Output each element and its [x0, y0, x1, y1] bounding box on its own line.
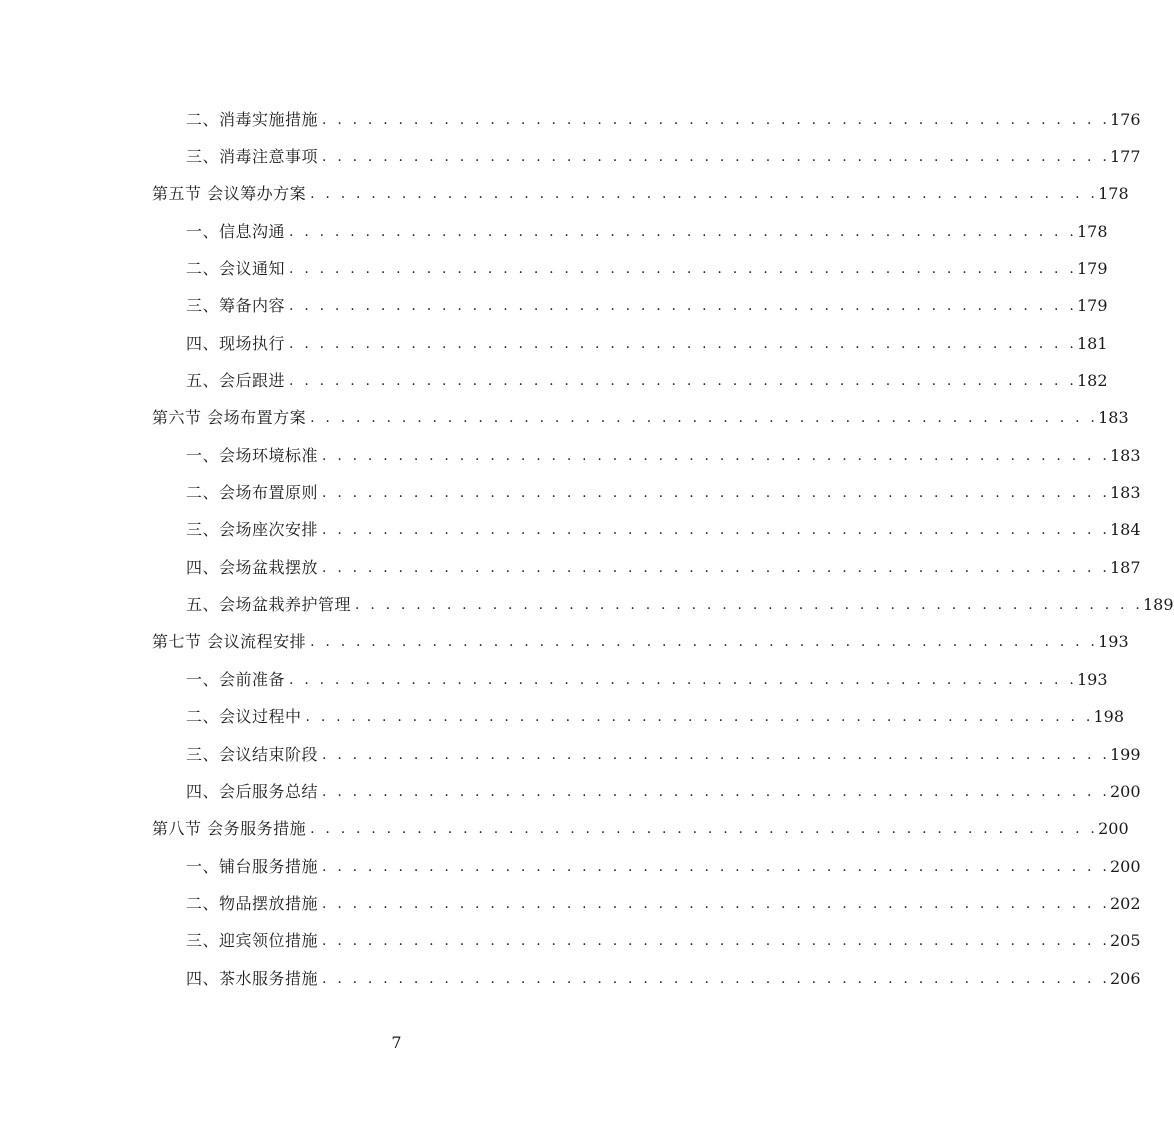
toc-entry-title: 二、会议通知 — [186, 259, 286, 279]
toc-entry-page: 205 — [1110, 931, 1141, 951]
toc-section-entry[interactable] — [152, 624, 1129, 661]
toc-dot-leader: . . . . . . . . . . . . . . . . . . . . . . . . . . . . . . . . . . . . . . . . . . . . . . . . . . . . — [322, 746, 1110, 763]
page-number: 7 — [391, 1033, 402, 1052]
toc-dot-leader: . . . . . . . . . . . . . . . . . . . . . . . . . . . . . . . . . . . . . . . . . . . . . . . . . . . . — [322, 933, 1110, 950]
toc-entry-title: 第八节 会务服务措施 — [152, 819, 307, 839]
toc-entry-title: 第五节 会议筹办方案 — [152, 184, 307, 204]
toc-subsection-entry[interactable] — [152, 960, 1141, 997]
toc-entry-title: 四、现场执行 — [186, 333, 286, 353]
toc-subsection-entry[interactable] — [152, 474, 1141, 511]
toc-entry-page: 200 — [1110, 781, 1141, 801]
toc-entry-page: 187 — [1110, 557, 1141, 577]
toc-entry-title: 一、会前准备 — [186, 669, 286, 689]
toc-entry-title: 二、消毒实施措施 — [186, 109, 319, 129]
toc-section-entry[interactable] — [152, 811, 1129, 848]
toc-dot-leader: . . . . . . . . . . . . . . . . . . . . . . . . . . . . . . . . . . . . . . . . . . . . . . . . . . . . — [289, 223, 1077, 240]
toc-entry-page: 177 — [1110, 147, 1141, 167]
toc-subsection-entry[interactable] — [152, 512, 1141, 549]
toc-entry-title: 五、会场盆栽养护管理 — [186, 595, 352, 615]
toc-dot-leader: . . . . . . . . . . . . . . . . . . . . . . . . . . . . . . . . . . . . . . . . . . . . . . . . . . . . — [322, 559, 1110, 576]
toc-entry-title: 四、茶水服务措施 — [186, 968, 319, 988]
toc-dot-leader: . . . . . . . . . . . . . . . . . . . . . . . . . . . . . . . . . . . . . . . . . . . . . . . . . . . . — [310, 410, 1099, 427]
toc-subsection-entry[interactable] — [152, 586, 1174, 623]
toc-entry-title: 第六节 会场布置方案 — [152, 408, 307, 428]
toc-dot-leader: . . . . . . . . . . . . . . . . . . . . . . . . . . . . . . . . . . . . . . . . . . . . . . . . . . . . — [305, 709, 1094, 726]
toc-subsection-entry[interactable] — [152, 885, 1141, 922]
toc-entry-page: 189 — [1143, 595, 1174, 615]
toc-entry-title: 一、铺台服务措施 — [186, 856, 319, 876]
toc-subsection-entry[interactable] — [152, 848, 1141, 885]
toc-subsection-entry[interactable] — [152, 250, 1108, 287]
toc-dot-leader: . . . . . . . . . . . . . . . . . . . . . . . . . . . . . . . . . . . . . . . . . . . . . . . . . . . . — [322, 149, 1110, 166]
toc-subsection-entry[interactable] — [152, 699, 1125, 736]
toc-dot-leader: . . . . . . . . . . . . . . . . . . . . . . . . . . . . . . . . . . . . . . . . . . . . . . . . . . . . — [289, 335, 1077, 352]
toc-dot-leader: . . . . . . . . . . . . . . . . . . . . . . . . . . . . . . . . . . . . . . . . . . . . . . . . . . . . — [310, 186, 1099, 203]
toc-dot-leader: . . . . . . . . . . . . . . . . . . . . . . . . . . . . . . . . . . . . . . . . . . . . . . . . . . . . — [355, 597, 1143, 614]
toc-entry-page: 181 — [1077, 333, 1108, 353]
toc-subsection-entry[interactable] — [152, 101, 1141, 138]
toc-subsection-entry[interactable] — [152, 288, 1108, 325]
toc-dot-leader: . . . . . . . . . . . . . . . . . . . . . . . . . . . . . . . . . . . . . . . . . . . . . . . . . . . . — [289, 373, 1077, 390]
toc-subsection-entry[interactable] — [152, 923, 1141, 960]
toc-entry-title: 一、信息沟通 — [186, 221, 286, 241]
toc-entry-title: 三、会议结束阶段 — [186, 744, 319, 764]
toc-entry-page: 183 — [1098, 408, 1129, 428]
toc-dot-leader: . . . . . . . . . . . . . . . . . . . . . . . . . . . . . . . . . . . . . . . . . . . . . . . . . . . . — [322, 783, 1110, 800]
toc-entry-page: 206 — [1110, 968, 1141, 988]
table-of-contents — [152, 101, 1174, 997]
toc-section-entry[interactable] — [152, 176, 1129, 213]
toc-subsection-entry[interactable] — [152, 213, 1108, 250]
toc-dot-leader: . . . . . . . . . . . . . . . . . . . . . . . . . . . . . . . . . . . . . . . . . . . . . . . . . . . . — [289, 261, 1077, 278]
toc-subsection-entry[interactable] — [152, 773, 1141, 810]
toc-dot-leader: . . . . . . . . . . . . . . . . . . . . . . . . . . . . . . . . . . . . . . . . . . . . . . . . . . . . — [289, 298, 1077, 315]
toc-dot-leader: . . . . . . . . . . . . . . . . . . . . . . . . . . . . . . . . . . . . . . . . . . . . . . . . . . . . — [322, 895, 1110, 912]
toc-dot-leader: . . . . . . . . . . . . . . . . . . . . . . . . . . . . . . . . . . . . . . . . . . . . . . . . . . . . — [322, 522, 1110, 539]
toc-dot-leader: . . . . . . . . . . . . . . . . . . . . . . . . . . . . . . . . . . . . . . . . . . . . . . . . . . . . — [322, 111, 1110, 128]
toc-entry-title: 三、消毒注意事项 — [186, 147, 319, 167]
toc-entry-title: 五、会后跟进 — [186, 371, 286, 391]
toc-dot-leader: . . . . . . . . . . . . . . . . . . . . . . . . . . . . . . . . . . . . . . . . . . . . . . . . . . . . — [310, 821, 1099, 838]
toc-section-entry[interactable] — [152, 400, 1129, 437]
toc-entry-title: 二、会议过程中 — [186, 707, 302, 727]
toc-subsection-entry[interactable] — [152, 549, 1141, 586]
toc-dot-leader: . . . . . . . . . . . . . . . . . . . . . . . . . . . . . . . . . . . . . . . . . . . . . . . . . . . . — [310, 634, 1099, 651]
toc-entry-page: 176 — [1110, 109, 1141, 129]
toc-entry-page: 178 — [1077, 221, 1108, 241]
toc-subsection-entry[interactable] — [152, 661, 1108, 698]
toc-entry-page: 179 — [1077, 259, 1108, 279]
toc-entry-page: 193 — [1077, 669, 1108, 689]
toc-entry-page: 178 — [1098, 184, 1129, 204]
toc-entry-title: 一、会场环境标准 — [186, 445, 319, 465]
toc-entry-title: 四、会场盆栽摆放 — [186, 557, 319, 577]
toc-entry-title: 三、会场座次安排 — [186, 520, 319, 540]
toc-entry-page: 200 — [1098, 819, 1129, 839]
toc-subsection-entry[interactable] — [152, 437, 1141, 474]
toc-entry-title: 二、物品摆放措施 — [186, 893, 319, 913]
toc-entry-page: 184 — [1110, 520, 1141, 540]
toc-dot-leader: . . . . . . . . . . . . . . . . . . . . . . . . . . . . . . . . . . . . . . . . . . . . . . . . . . . . — [289, 671, 1077, 688]
toc-entry-page: 199 — [1110, 744, 1141, 764]
toc-subsection-entry[interactable] — [152, 325, 1108, 362]
toc-entry-page: 202 — [1110, 893, 1141, 913]
toc-subsection-entry[interactable] — [152, 736, 1141, 773]
toc-entry-title: 三、迎宾领位措施 — [186, 931, 319, 951]
toc-dot-leader: . . . . . . . . . . . . . . . . . . . . . . . . . . . . . . . . . . . . . . . . . . . . . . . . . . . . — [322, 485, 1110, 502]
toc-subsection-entry[interactable] — [152, 138, 1141, 175]
toc-entry-page: 200 — [1110, 856, 1141, 876]
toc-entry-title: 四、会后服务总结 — [186, 781, 319, 801]
toc-dot-leader: . . . . . . . . . . . . . . . . . . . . . . . . . . . . . . . . . . . . . . . . . . . . . . . . . . . . — [322, 970, 1110, 987]
toc-dot-leader: . . . . . . . . . . . . . . . . . . . . . . . . . . . . . . . . . . . . . . . . . . . . . . . . . . . . — [322, 858, 1110, 875]
toc-entry-page: 183 — [1110, 445, 1141, 465]
toc-entry-title: 第七节 会议流程安排 — [152, 632, 307, 652]
toc-entry-page: 193 — [1098, 632, 1129, 652]
toc-entry-page: 182 — [1077, 371, 1108, 391]
toc-entry-page: 179 — [1077, 296, 1108, 316]
toc-entry-page: 198 — [1093, 707, 1125, 727]
toc-entry-title: 三、筹备内容 — [186, 296, 286, 316]
toc-subsection-entry[interactable] — [152, 362, 1108, 399]
toc-entry-page: 183 — [1110, 483, 1141, 503]
toc-entry-title: 二、会场布置原则 — [186, 483, 319, 503]
toc-dot-leader: . . . . . . . . . . . . . . . . . . . . . . . . . . . . . . . . . . . . . . . . . . . . . . . . . . . . — [322, 447, 1110, 464]
